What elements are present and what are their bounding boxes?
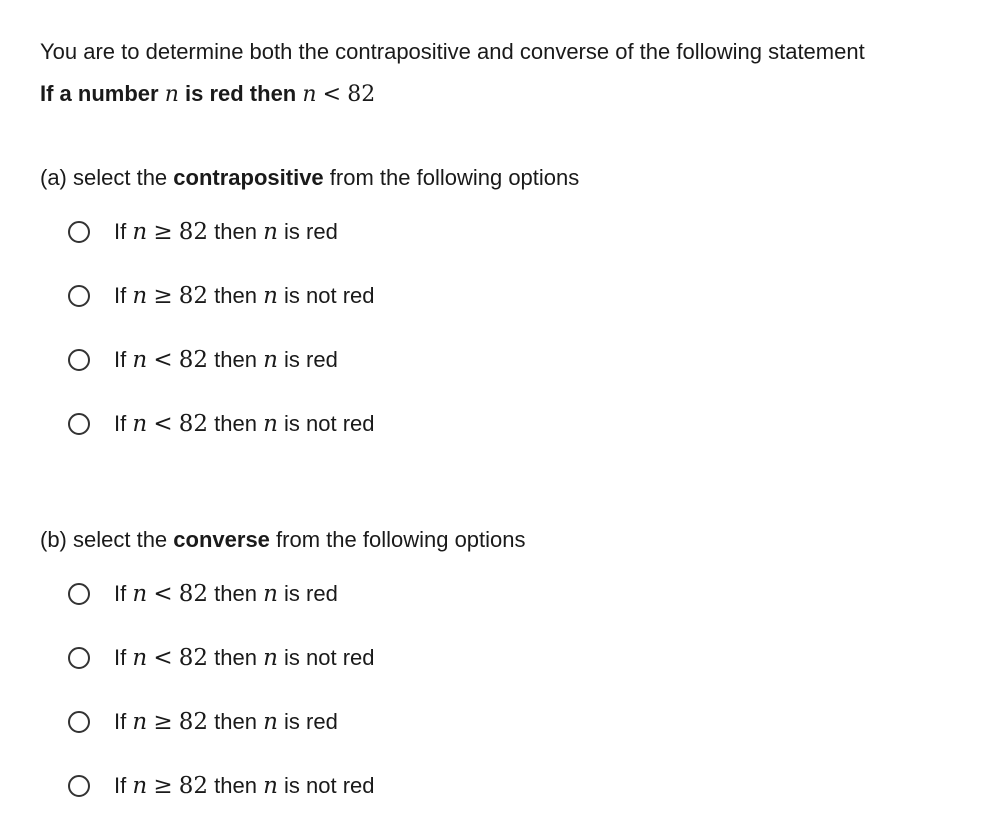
part-a-option-2[interactable] [68,281,375,311]
statement-value: 82 [347,82,376,107]
option-label: If n < 82 then n is red [114,347,338,373]
statement-middle: is red then [185,81,297,106]
part-b-option-2[interactable] [68,643,375,673]
part-b-prompt [40,526,526,554]
statement-prefix: If a number [40,81,159,106]
statement-var2: n [302,82,317,107]
part-b-prompt-prefix: (b) select the [40,527,168,552]
option-label: If n ≥ 82 then n is not red [114,283,375,309]
part-b-prompt-suffix: from the following options [276,527,526,552]
radio-button[interactable] [68,711,90,733]
question-statement [40,80,375,109]
radio-button[interactable] [68,647,90,669]
radio-button[interactable] [68,413,90,435]
part-b-option-1[interactable] [68,579,338,609]
part-a-option-4[interactable] [68,409,375,439]
part-a-prompt-prefix: (a) select the [40,165,168,190]
part-a-option-1[interactable] [68,217,338,247]
part-a-prompt [40,164,579,192]
option-label: If n < 82 then n is not red [114,645,375,671]
radio-button[interactable] [68,583,90,605]
radio-button[interactable] [68,221,90,243]
option-label: If n ≥ 82 then n is not red [114,773,375,799]
part-b-option-4[interactable] [68,771,375,801]
statement-var: n [164,82,179,107]
radio-button[interactable] [68,775,90,797]
question-intro: You are to determine both the contrapositive and converse of the following statement [40,39,865,64]
option-label: If n ≥ 82 then n is red [114,709,338,735]
part-a-prompt-keyword: contrapositive [173,165,324,190]
part-a-prompt-suffix: from the following options [329,165,580,190]
option-label: If n < 82 then n is red [114,581,338,607]
part-a-option-3[interactable] [68,345,338,375]
option-label: If n ≥ 82 then n is red [114,219,338,245]
part-b-prompt-keyword: converse [173,527,270,552]
radio-button[interactable] [68,349,90,371]
statement-relation: < [322,82,342,107]
option-label: If n < 82 then n is not red [114,411,375,437]
part-b-option-3[interactable] [68,707,338,737]
radio-button[interactable] [68,285,90,307]
